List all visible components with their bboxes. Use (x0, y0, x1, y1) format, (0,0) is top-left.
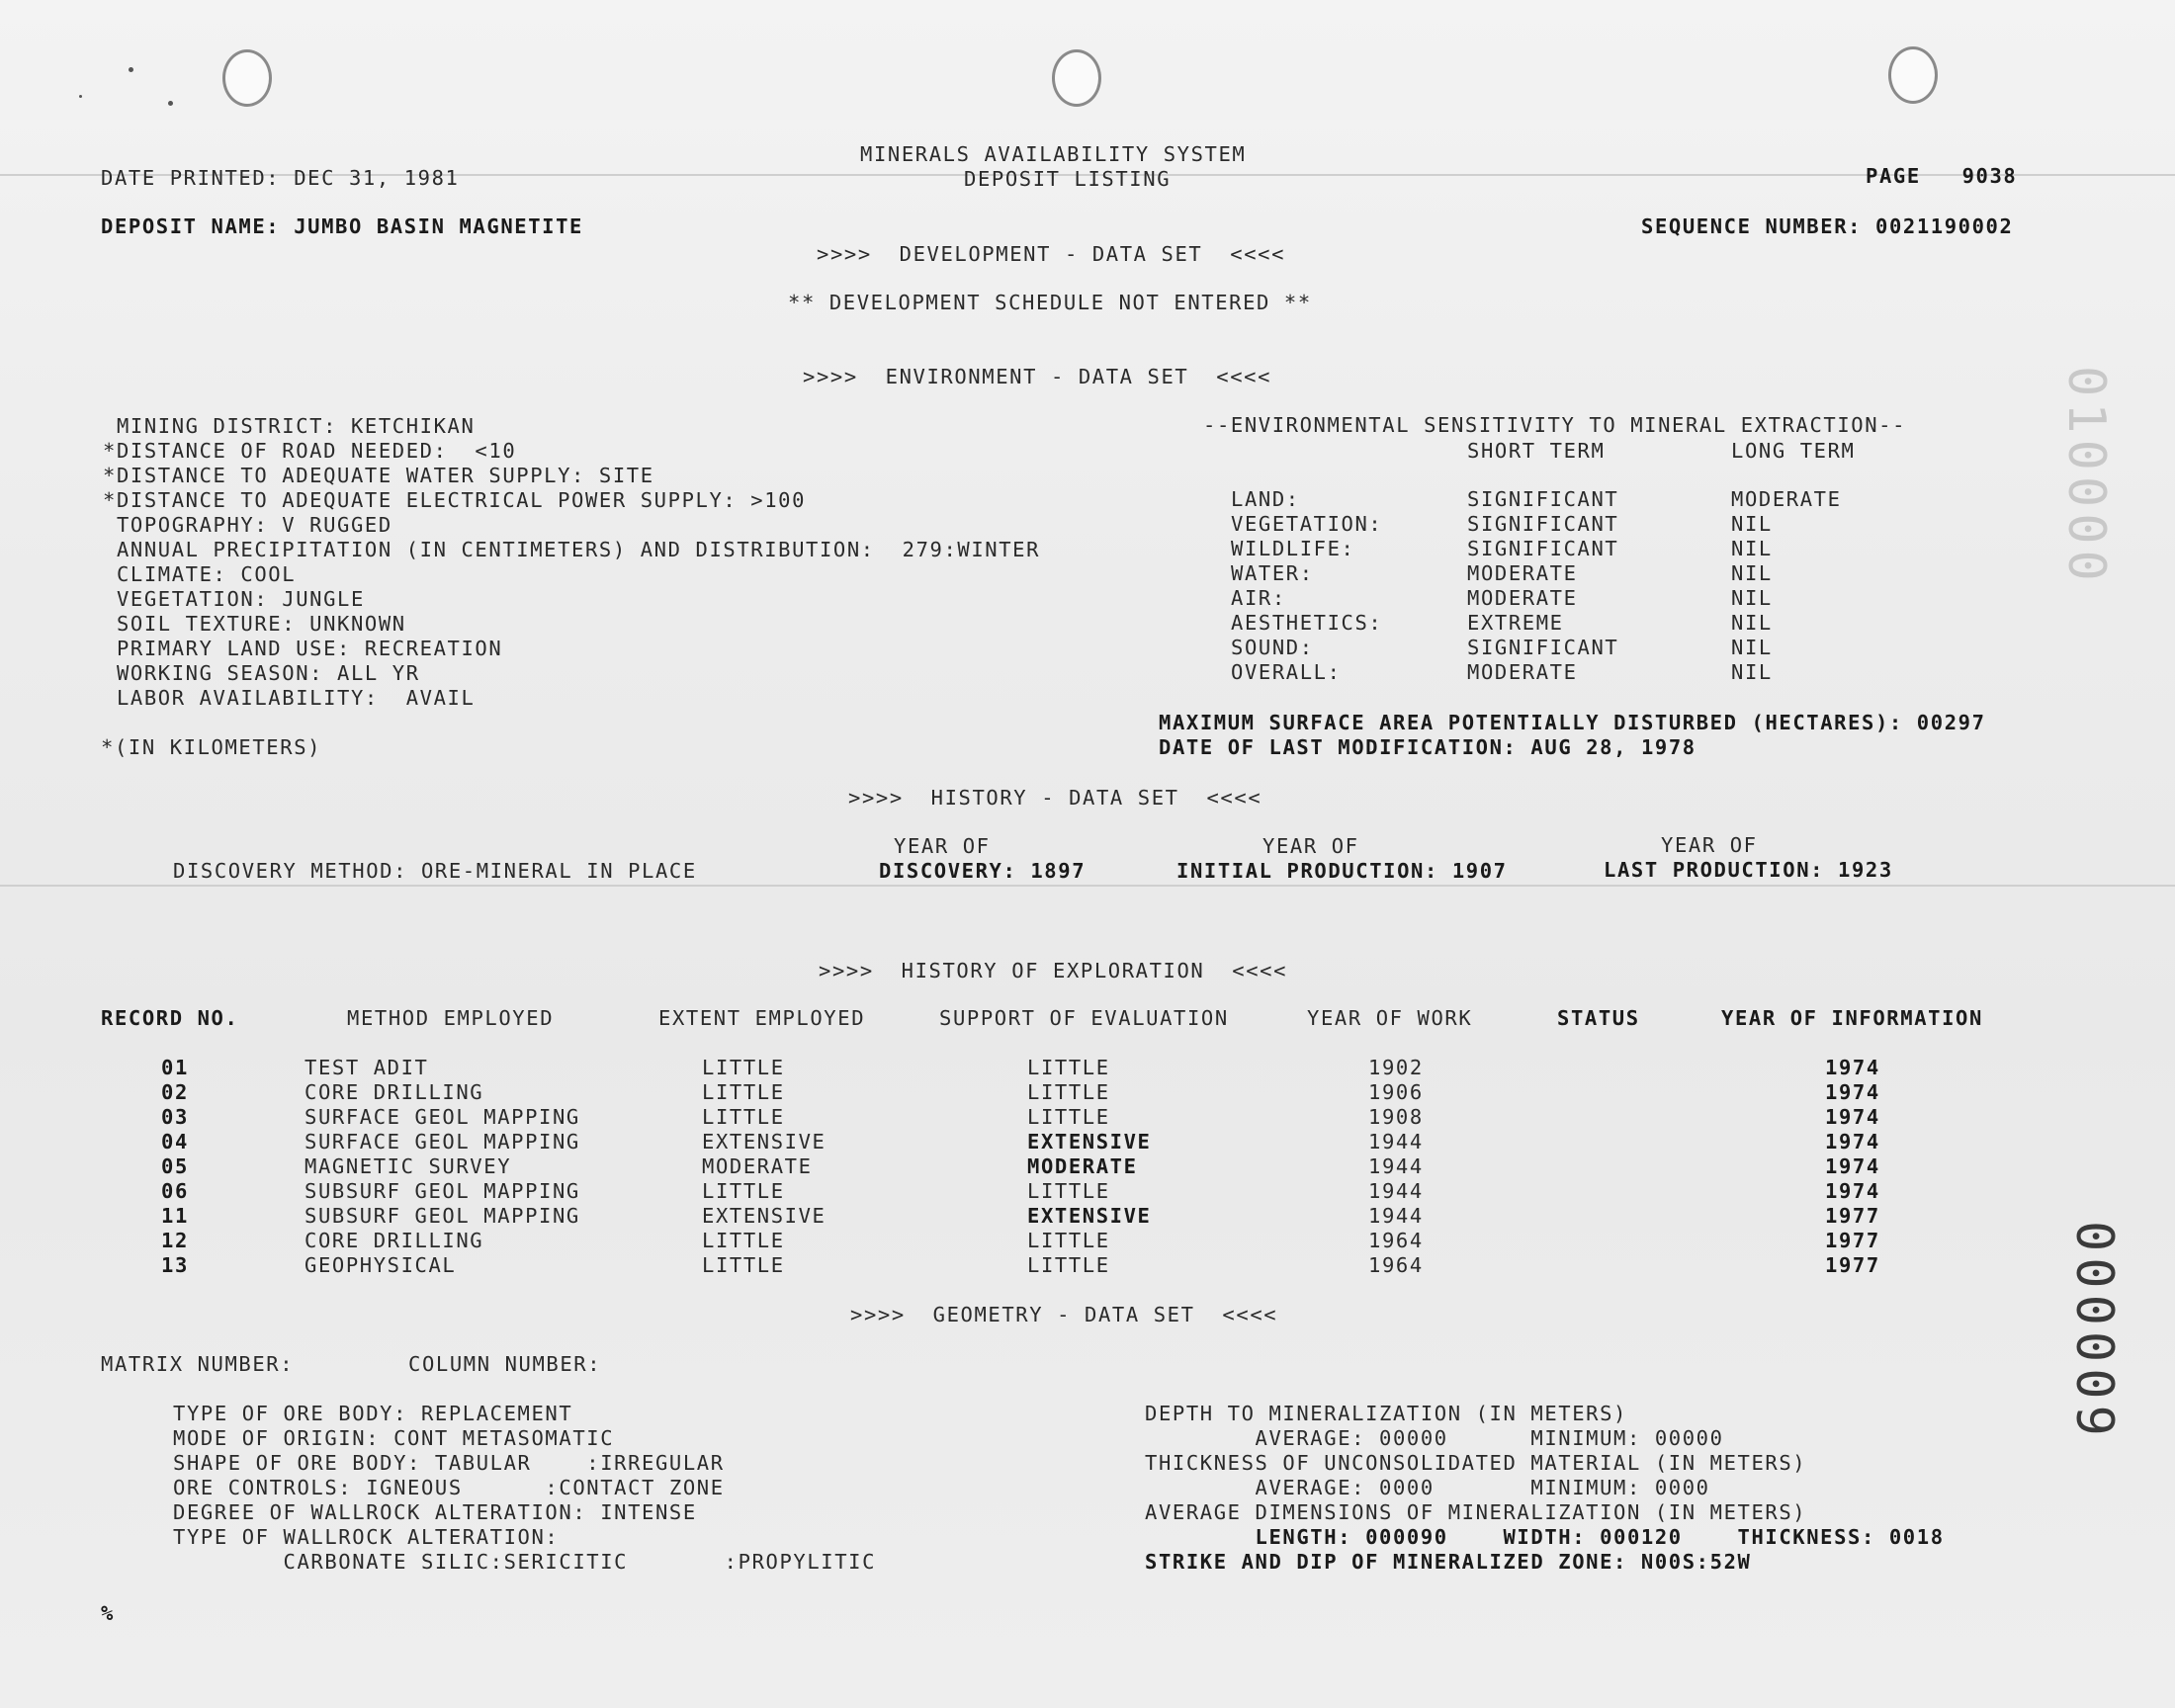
col-year-info: YEAR OF INFORMATION (1721, 1006, 1983, 1030)
exploration-header-row (0, 1006, 2175, 1032)
env-line: *DISTANCE TO ADEQUATE WATER SUPPLY: SITE (103, 464, 654, 487)
cell-year-info: 1974 (1825, 1179, 1880, 1203)
geometry-line: MODE OF ORIGIN: CONT METASOMATIC (173, 1426, 615, 1450)
speck-mark (168, 101, 173, 106)
cell-method: SURFACE GEOL MAPPING (304, 1105, 580, 1129)
exploration-table (0, 1056, 2175, 1283)
sensitivity-factor: WILDLIFE: (1231, 537, 1355, 560)
sensitivity-row (0, 487, 2175, 512)
cell-support: EXTENSIVE (1027, 1130, 1152, 1153)
cell-record: 13 (161, 1253, 189, 1277)
cell-year-work: 1944 (1368, 1204, 1424, 1228)
cell-year-info: 1977 (1825, 1253, 1880, 1277)
cell-method: SUBSURF GEOL MAPPING (304, 1204, 580, 1228)
cell-year-work: 1908 (1368, 1105, 1424, 1129)
cell-extent: LITTLE (702, 1105, 785, 1129)
col-extent: EXTENT EMPLOYED (658, 1006, 866, 1030)
exploration-heading: >>>> HISTORY OF EXPLORATION <<<< (819, 959, 1288, 982)
sensitivity-long: MODERATE (1731, 487, 1842, 511)
sensitivity-factor: AESTHETICS: (1231, 611, 1383, 635)
cell-support: EXTENSIVE (1027, 1204, 1152, 1228)
page-number: PAGE 9038 (1866, 164, 2018, 188)
cell-year-work: 1964 (1368, 1253, 1424, 1277)
sensitivity-long: NIL (1731, 512, 1773, 536)
development-heading: >>>> DEVELOPMENT - DATA SET <<<< (817, 242, 1286, 266)
col-method: METHOD EMPLOYED (347, 1006, 555, 1030)
cell-year-work: 1902 (1368, 1056, 1424, 1079)
cell-method: CORE DRILLING (304, 1080, 484, 1104)
cell-support: LITTLE (1027, 1105, 1110, 1129)
geometry-line: LENGTH: 000090 WIDTH: 000120 THICKNESS: 0018 (1145, 1525, 1945, 1549)
initial-production-year: INITIAL PRODUCTION: 1907 (1176, 859, 1508, 883)
col-support: SUPPORT OF EVALUATION (939, 1006, 1229, 1030)
listing-title: DEPOSIT LISTING (964, 167, 1172, 191)
table-row (0, 1154, 2175, 1179)
sensitivity-short: MODERATE (1467, 586, 1578, 610)
cell-record: 03 (161, 1105, 189, 1129)
env-line: SOIL TEXTURE: UNKNOWN (103, 612, 406, 636)
sensitivity-row (0, 660, 2175, 685)
geometry-line: AVERAGE DIMENSIONS OF MINERALIZATION (IN METERS) (1145, 1500, 1807, 1524)
year-of-label: YEAR OF (894, 834, 991, 858)
sensitivity-short: SIGNIFICANT (1467, 487, 1619, 511)
table-row (0, 1229, 2175, 1253)
sensitivity-row (0, 586, 2175, 611)
cell-year-info: 1974 (1825, 1080, 1880, 1104)
cell-record: 02 (161, 1080, 189, 1104)
cell-record: 11 (161, 1204, 189, 1228)
sensitivity-factor: LAND: (1231, 487, 1300, 511)
sensitivity-row (0, 537, 2175, 561)
cell-year-info: 1974 (1825, 1056, 1880, 1079)
cell-extent: LITTLE (702, 1056, 785, 1079)
cell-year-work: 1944 (1368, 1154, 1424, 1178)
km-note: *(IN KILOMETERS) (101, 735, 322, 759)
faint-stamp-number: 010000 (2056, 366, 2116, 587)
sensitivity-row (0, 636, 2175, 660)
sensitivity-factor: AIR: (1231, 586, 1286, 610)
table-row (0, 1179, 2175, 1204)
sensitivity-factor: WATER: (1231, 561, 1314, 585)
sensitivity-factor: VEGETATION: (1231, 512, 1383, 536)
env-line: WORKING SEASON: ALL YR (103, 661, 420, 685)
env-line: CLIMATE: COOL (103, 562, 297, 586)
table-row (0, 1204, 2175, 1229)
cell-method: MAGNETIC SURVEY (304, 1154, 512, 1178)
col-status: STATUS (1557, 1006, 1640, 1030)
sensitivity-long: NIL (1731, 660, 1773, 684)
cell-extent: MODERATE (702, 1154, 813, 1178)
cell-extent: LITTLE (702, 1080, 785, 1104)
cell-extent: EXTENSIVE (702, 1130, 826, 1153)
short-term-header: SHORT TERM (1467, 439, 1606, 463)
sensitivity-short: EXTREME (1467, 611, 1564, 635)
cell-record: 05 (161, 1154, 189, 1178)
env-line: PRIMARY LAND USE: RECREATION (103, 637, 503, 660)
geometry-line: DEPTH TO MINERALIZATION (IN METERS) (1145, 1402, 1627, 1425)
cell-extent: LITTLE (702, 1229, 785, 1252)
cell-method: GEOPHYSICAL (304, 1253, 457, 1277)
geometry-line: TYPE OF WALLROCK ALTERATION: (173, 1525, 560, 1549)
speck-mark (79, 95, 82, 98)
geometry-line: AVERAGE: 0000 MINIMUM: 0000 (1145, 1476, 1710, 1499)
table-row (0, 1056, 2175, 1080)
cell-support: LITTLE (1027, 1056, 1110, 1079)
geometry-line: THICKNESS OF UNCONSOLIDATED MATERIAL (IN METERS) (1145, 1451, 1807, 1475)
cell-extent: EXTENSIVE (702, 1204, 826, 1228)
cell-support: LITTLE (1027, 1253, 1110, 1277)
cell-method: SUBSURF GEOL MAPPING (304, 1179, 580, 1203)
geometry-line: AVERAGE: 00000 MINIMUM: 00000 (1145, 1426, 1724, 1450)
speck-mark (129, 67, 133, 72)
sensitivity-row (0, 611, 2175, 636)
cell-support: LITTLE (1027, 1080, 1110, 1104)
sensitivity-table (0, 487, 2175, 695)
max-disturbed-area: MAXIMUM SURFACE AREA POTENTIALLY DISTURBED (HECTARES): 00297 (1159, 711, 1986, 734)
environment-heading: >>>> ENVIRONMENT - DATA SET <<<< (803, 365, 1272, 388)
punch-hole-icon (1052, 49, 1101, 107)
cell-method: TEST ADIT (304, 1056, 429, 1079)
cell-year-info: 1974 (1825, 1130, 1880, 1153)
sensitivity-short: MODERATE (1467, 561, 1578, 585)
punch-hole-icon (1888, 46, 1938, 104)
cell-support: LITTLE (1027, 1229, 1110, 1252)
column-number: COLUMN NUMBER: (408, 1352, 602, 1376)
sensitivity-short: SIGNIFICANT (1467, 537, 1619, 560)
deposit-name: DEPOSIT NAME: JUMBO BASIN MAGNETITE (101, 214, 583, 238)
discovery-method: DISCOVERY METHOD: ORE-MINERAL IN PLACE (173, 859, 697, 883)
geometry-line: DEGREE OF WALLROCK ALTERATION: INTENSE (173, 1500, 697, 1524)
cell-record: 04 (161, 1130, 189, 1153)
date-printed: DATE PRINTED: DEC 31, 1981 (101, 166, 460, 190)
cell-support: MODERATE (1027, 1154, 1138, 1178)
env-line: LABOR AVAILABILITY: AVAIL (103, 686, 476, 710)
geometry-line: TYPE OF ORE BODY: REPLACEMENT (173, 1402, 573, 1425)
env-line: *DISTANCE OF ROAD NEEDED: <10 (103, 439, 517, 463)
sensitivity-long: NIL (1731, 561, 1773, 585)
cell-method: SURFACE GEOL MAPPING (304, 1130, 580, 1153)
table-row (0, 1080, 2175, 1105)
table-row (0, 1105, 2175, 1130)
year-of-label: YEAR OF (1262, 834, 1359, 858)
env-line: TOPOGRAPHY: V RUGGED (103, 513, 392, 537)
sensitivity-long: NIL (1731, 586, 1773, 610)
stamp-number: 000009 (2064, 1221, 2124, 1442)
geometry-left-list (173, 1402, 876, 1575)
cell-method: CORE DRILLING (304, 1229, 484, 1252)
cell-year-work: 1906 (1368, 1080, 1424, 1104)
sensitivity-factor: OVERALL: (1231, 660, 1342, 684)
cell-record: 01 (161, 1056, 189, 1079)
sensitivity-factor: SOUND: (1231, 636, 1314, 659)
sensitivity-short: SIGNIFICANT (1467, 512, 1619, 536)
punch-hole-icon (222, 49, 272, 107)
geometry-line: SHAPE OF ORE BODY: TABULAR :IRREGULAR (173, 1451, 725, 1475)
cell-extent: LITTLE (702, 1179, 785, 1203)
system-title: MINERALS AVAILABILITY SYSTEM (860, 142, 1247, 166)
geometry-right-list (1145, 1402, 1945, 1575)
cell-year-info: 1974 (1825, 1105, 1880, 1129)
last-modification: DATE OF LAST MODIFICATION: AUG 28, 1978 (1159, 735, 1696, 759)
year-of-label: YEAR OF (1661, 833, 1758, 857)
paper-fold-line (0, 885, 2175, 887)
history-heading: >>>> HISTORY - DATA SET <<<< (848, 786, 1262, 810)
sequence-number: SEQUENCE NUMBER: 0021190002 (1641, 214, 2014, 238)
geometry-line: CARBONATE SILIC:SERICITIC :PROPYLITIC (173, 1550, 877, 1574)
sensitivity-short: MODERATE (1467, 660, 1578, 684)
matrix-number: MATRIX NUMBER: (101, 1352, 295, 1376)
cell-year-work: 1944 (1368, 1179, 1424, 1203)
cell-year-info: 1974 (1825, 1154, 1880, 1178)
geometry-line: ORE CONTROLS: IGNEOUS :CONTACT ZONE (173, 1476, 725, 1499)
cell-extent: LITTLE (702, 1253, 785, 1277)
development-note: ** DEVELOPMENT SCHEDULE NOT ENTERED ** (788, 291, 1312, 314)
cell-record: 12 (161, 1229, 189, 1252)
geometry-heading: >>>> GEOMETRY - DATA SET <<<< (850, 1303, 1278, 1326)
cell-record: 06 (161, 1179, 189, 1203)
geometry-line: STRIKE AND DIP OF MINERALIZED ZONE: N00S:52W (1145, 1550, 1752, 1574)
last-production-year: LAST PRODUCTION: 1923 (1604, 858, 1893, 882)
sensitivity-long: NIL (1731, 636, 1773, 659)
env-line: MINING DISTRICT: KETCHIKAN (103, 414, 476, 438)
long-term-header: LONG TERM (1731, 439, 1856, 463)
sensitivity-row (0, 512, 2175, 537)
sensitivity-long: NIL (1731, 611, 1773, 635)
cell-year-info: 1977 (1825, 1204, 1880, 1228)
col-year-work: YEAR OF WORK (1307, 1006, 1473, 1030)
env-line: ANNUAL PRECIPITATION (IN CENTIMETERS) AND DISTRIBUTION: 279:WINTER (103, 538, 1041, 561)
env-line: VEGETATION: JUNGLE (103, 587, 365, 611)
sensitivity-row (0, 561, 2175, 586)
cell-support: LITTLE (1027, 1179, 1110, 1203)
table-row (0, 1130, 2175, 1154)
cell-year-info: 1977 (1825, 1229, 1880, 1252)
table-row (0, 1253, 2175, 1278)
cell-year-work: 1944 (1368, 1130, 1424, 1153)
cell-year-work: 1964 (1368, 1229, 1424, 1252)
env-line: *DISTANCE TO ADEQUATE ELECTRICAL POWER SUPPLY: >100 (103, 488, 807, 512)
footer-mark: % (101, 1601, 115, 1625)
sensitivity-title: --ENVIRONMENTAL SENSITIVITY TO MINERAL EXTRACTION-- (1203, 413, 1907, 437)
discovery-year: DISCOVERY: 1897 (879, 859, 1087, 883)
sensitivity-short: SIGNIFICANT (1467, 636, 1619, 659)
col-record: RECORD NO. (101, 1006, 239, 1030)
sensitivity-long: NIL (1731, 537, 1773, 560)
